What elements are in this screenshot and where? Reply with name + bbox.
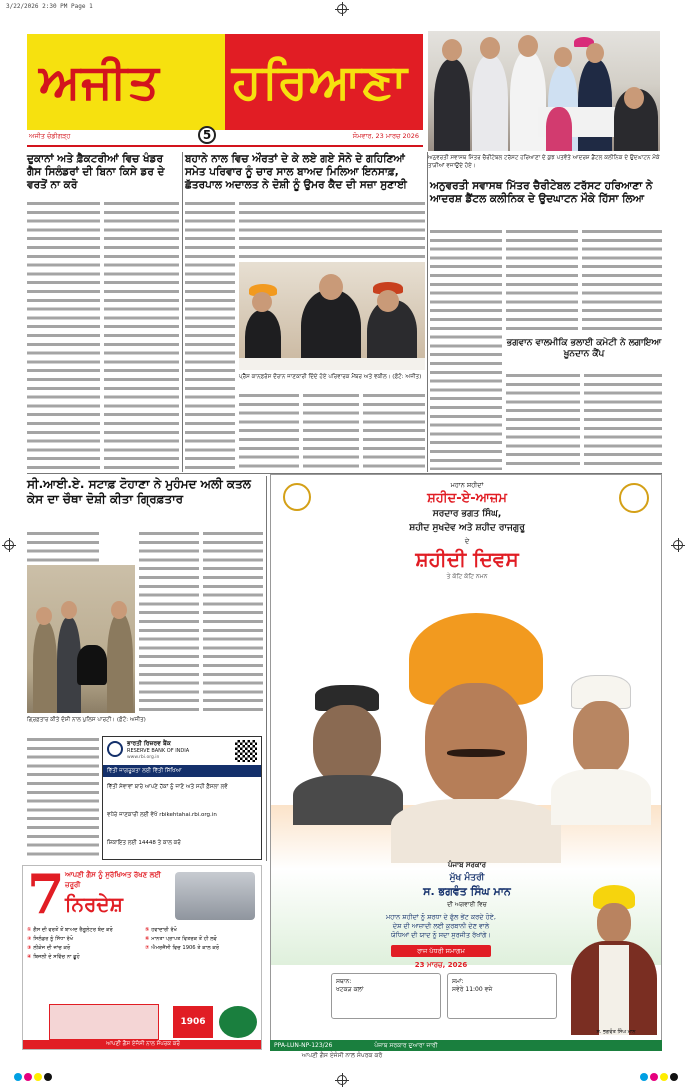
article-court-body-top [239, 200, 425, 258]
nirdesh-number: 7 [27, 865, 65, 926]
article-gas-body-col2 [104, 200, 179, 470]
ad-footer-text: ਪੰਜਾਬ ਸਰਕਾਰ ਦੁਆਰਾ ਜਾਰੀ [374, 1042, 438, 1049]
headline-blood-camp: ਭਗਵਾਨ ਵਾਲਮੀਕਿ ਭਲਾਈ ਕਮੇਟੀ ਨੇ ਲਗਾਇਆ ਖ਼ੂਨਦਾਨ ਕੈਂਪ [506, 338, 662, 360]
swatch-magenta-right [650, 1073, 658, 1081]
rbi-header-band: ਵਿੱਤੀ ਜਾਗਰੂਕਤਾ ਲਈ ਵਿੱਤੀ ਸਿੱਖਿਆ [103, 765, 262, 777]
shaheedi-diwas-advertisement [270, 474, 662, 1049]
ad-line-5: ਦੇ [464, 537, 470, 545]
ad-venue-box [331, 973, 441, 1019]
ad-govt-label: ਪੰਜਾਬ ਸਰਕਾਰ [447, 861, 486, 869]
ad-line-3: ਸਰਦਾਰ ਭਗਤ ਸਿੰਘ, [432, 509, 502, 519]
article-court-body-col1 [185, 200, 235, 470]
press-conference-caption: ਪ੍ਰੈੱਸ ਕਾਨਫ਼ਰੰਸ ਦੌਰਾਨ ਜਾਣਕਾਰੀ ਦਿੰਦੇ ਹੋਏ ਪਰਿਵਾਰਕ ਮੈਂਬਰ ਅਤੇ ਵਕੀਲ। (ਫ਼ੋਟੋ: ਅਜੀਤ) [239, 374, 422, 380]
nirdesh-subtitle: ਆਪਣੀ ਗੈਸ ਨੂੰ ਸੁਰੱਖਿਅਤ ਰੱਖਣ ਲਈ ਜ਼ਰੂਰੀ [65, 871, 161, 889]
ad-line-4: ਸ਼ਹੀਦ ਸੁਖਦੇਵ ਅਤੇ ਸ਼ਹੀਦ ਰਾਜਗੁਰੂ [409, 523, 525, 533]
nirdesh-item-3: ③ ਲੀਕੇਜ ਦੀ ਜਾਂਚ ਕਰੋ [27, 945, 71, 951]
nirdesh-item-4: ④ ਬਿਜਲੀ ਦੇ ਸਵਿੱਚ ਨਾ ਛੂਹੋ [27, 954, 80, 960]
article-cia-body-top [27, 530, 99, 562]
ad-event-badge: ਰਾਜ ਪੱਧਰੀ ਸਮਾਗਮ [391, 945, 491, 957]
registration-mark-right [673, 540, 683, 550]
masthead-rule [27, 145, 423, 147]
article-gas-body-col1 [27, 200, 100, 470]
nirdesh-item-2: ② ਸਿਲੰਡਰ ਨੂੰ ਸਿੱਧਾ ਰੱਖੋ [27, 936, 74, 942]
registration-mark-left [4, 540, 14, 550]
portrait-sukhdev [293, 635, 403, 825]
arrest-photo [27, 565, 135, 713]
swatch-cyan [14, 1073, 22, 1081]
color-swatches [0, 1073, 687, 1083]
column-rule-1 [182, 152, 183, 472]
article-bloodcamp-body-col2 [584, 372, 662, 470]
ad-cm-title: ਮੁੱਖ ਮੰਤਰੀ [449, 873, 485, 883]
article-clinic-body-col2 [506, 228, 578, 333]
ad-footer-bar [270, 1040, 662, 1051]
masthead [27, 34, 423, 130]
article-court-body-col3 [303, 392, 359, 470]
column-rule-3 [266, 476, 267, 861]
press-conference-photo [239, 262, 425, 370]
swatch-yellow-right [660, 1073, 668, 1081]
ad-message-3: ਯੋਧਿਆਂ ਦੀ ਯਾਦ ਨੂੰ ਸਦਾ ਸੁਰਜੀਤ ਰੱਖਾਂਗੇ। [391, 931, 491, 939]
gas-company-logo-icon [219, 1006, 257, 1038]
arrest-photo-caption: ਗ੍ਰਿਫ਼ਤਾਰ ਕੀਤੇ ਦੋਸ਼ੀ ਨਾਲ ਪੁਲਿਸ ਪਾਰਟੀ। (ਫ਼ੋਟੋ: ਅਜੀਤ) [27, 717, 146, 723]
qr-code-icon [235, 740, 257, 762]
ad-time-box [447, 973, 557, 1019]
ad-cm-name: ਸ. ਭਗਵੰਤ ਸਿੰਘ ਮਾਨ [423, 885, 511, 898]
helpline-badge: 1906 [173, 1006, 213, 1038]
ad-message-1: ਮਹਾਨ ਸ਼ਹੀਦਾਂ ਨੂੰ ਸ਼ਰਧਾ ਦੇ ਫੁੱਲ ਭੇਂਟ ਕਰਦੇ ਹੋਏ, [386, 913, 496, 921]
ad-event-date: 23 ਮਾਰਚ, 2026 [414, 961, 468, 969]
swatch-black-right [670, 1073, 678, 1081]
dateline [27, 132, 423, 144]
nirdesh-table [49, 1004, 159, 1040]
article-cia-body-col2 [139, 530, 199, 713]
registration-mark-top [337, 4, 347, 14]
column-rule-2 [427, 152, 428, 472]
article-cia-body-col4 [27, 736, 99, 856]
nirdesh-item-5: ⑤ ਹਵਾਦਾਰੀ ਰੱਖੋ [145, 927, 177, 933]
gas-safety-advertisement [22, 865, 262, 1050]
portrait-chief-minister [569, 875, 659, 1035]
swatch-magenta [24, 1073, 32, 1081]
rbi-emblem-icon [107, 741, 123, 757]
masthead-title-haryana: ਹਰਿਆਣਾ [232, 54, 408, 110]
swatch-yellow [34, 1073, 42, 1081]
pressure-cooker-image [175, 872, 255, 920]
swatch-black [44, 1073, 52, 1081]
rbi-bank-name: ਭਾਰਤੀ ਰਿਜ਼ਰਵ ਬੈਂਕ [127, 740, 171, 747]
article-court-body-col4 [363, 392, 425, 470]
cm-photo-caption: ਸ. ਭਗਵੰਤ ਸਿੰਘ ਮਾਨ [596, 1029, 636, 1035]
ad-footer-code: PPA-LUN-NP-123/26 [274, 1042, 333, 1049]
portrait-rajguru [551, 645, 651, 825]
ad-line-7: ਤੇ ਕੋਟਿ ਕੋਟਿ ਨਮਨ [446, 573, 488, 580]
article-cia-body-col3 [203, 530, 263, 713]
article-bloodcamp-body-col1 [506, 372, 580, 470]
rbi-line-1: ਵਿੱਤੀ ਸੇਵਾਵਾਂ ਬਾਰੇ ਆਪਣੇ ਹੱਕਾਂ ਨੂੰ ਜਾਣੋ ਅਤੇ ਸਹੀ ਫ਼ੈਸਲਾ ਲਵੋ [107, 784, 228, 790]
headline-gas-cylinders: ਦੁਕਾਨਾਂ ਅਤੇ ਫ਼ੈਕਟਰੀਆਂ ਵਿਚ ਖੰਡਰ ਗੈਸ ਸਿਲੰਡਰਾਂ ਦੀ ਬਿਨਾ ਕਿਸੇ ਡਰ ਦੇ ਵਰਤੋਂ ਨਾ ਕਰੋ [27, 153, 165, 192]
rbi-site: www.rbi.org.in [127, 755, 160, 760]
bottom-strip: ਆਪਣੀ ਗੈਸ ਏਜੰਸੀ ਨਾਲ ਸੰਪਰਕ ਕਰੋ [301, 1052, 383, 1059]
ad-line-2: ਸ਼ਹੀਦ-ਏ-ਆਜ਼ਮ [427, 491, 507, 506]
nirdesh-footer: ਆਪਣੀ ਗੈਸ ਏਜੰਸੀ ਨਾਲ ਸੰਪਰਕ ਕਰੋ [23, 1040, 262, 1049]
ad-line-1: ਮਹਾਨ ਸ਼ਹੀਦਾਂ [450, 481, 484, 489]
nirdesh-item-6: ⑥ ਮਾਨਤਾ ਪ੍ਰਾਪਤ ਵਿਤਰਕ ਤੋਂ ਹੀ ਲਵੋ [145, 936, 217, 942]
page-number-badge: 5 [198, 126, 216, 144]
headline-cia-arrest: ਸੀ.ਆਈ.ਏ. ਸਟਾਫ਼ ਟੋਹਾਣਾ ਨੇ ਮੁਹੰਮਦ ਅਲੀ ਕਤਲ ਕੇਸ ਦਾ ਚੌਥਾ ਦੋਸ਼ੀ ਕੀਤਾ ਗ੍ਰਿਫ਼ਤਾਰ [27, 477, 251, 506]
ad-title-shaheedi-diwas: ਸ਼ਹੀਦੀ ਦਿਵਸ [415, 547, 519, 571]
headline-court-verdict: ਬਹਾਨੇ ਨਾਲ ਵਿਚ ਔਰਤਾਂ ਦੇ ਕੇ ਲਏ ਗਏ ਸੋਨੇ ਦੇ ਗਹਿਣਿਆਂ ਸਮੇਤ ਪਰਿਵਾਰ ਨੂੰ ਚਾਰ ਸਾਲ ਬਾਅਦ ਮਿਲਿਆ ਇਨਸਾਫ਼, ਛੱਤਰਪਾਲ ਅਦਾਲਤ ਨੇ ਦੋਸ਼ੀ ਨੂੰ ਉਮਰ ਕੈਦ ਦੀ ਸਜ਼ਾ ਸੁਣਾਈ [185, 153, 407, 192]
rbi-bank-name-en: RESERVE BANK OF INDIA [127, 748, 190, 754]
swatch-cyan-right [640, 1073, 648, 1081]
rbi-advertisement [102, 736, 262, 860]
file-slug-text: 3/22/2026 2:30 PM Page 1 [6, 3, 93, 10]
time-label: ਸਮਾਂ: [452, 978, 464, 985]
issue-date: ਸੋਮਵਾਰ, 23 ਮਾਰਚ 2026 [352, 132, 419, 140]
masthead-title-ajit: ਅਜੀਤ [39, 54, 160, 110]
ad-message-2: ਦੇਸ਼ ਦੀ ਆਜ਼ਾਦੀ ਲਈ ਕੁਰਬਾਨੀ ਦੇਣ ਵਾਲੇ [392, 922, 490, 930]
portrait-bhagat-singh [391, 593, 561, 863]
ad-cm-sub: ਦੀ ਅਗਵਾਈ ਵਿਚ [447, 901, 487, 908]
article-clinic-body-col3 [582, 228, 662, 333]
nirdesh-title: ਨਿਰਦੇਸ਼ [65, 892, 123, 916]
nirdesh-item-7: ⑦ ਐਮਰਜੈਂਸੀ ਵਿਚ 1906 ਤੇ ਕਾਲ ਕਰੋ [145, 945, 220, 951]
venue-value: ਖਟਕੜ ਕਲਾਂ [336, 986, 364, 993]
venue-label: ਸਥਾਨ: [336, 978, 352, 985]
edition-label: ਅਜੀਤ ਚੰਡੀਗੜ੍ਹ [29, 132, 71, 140]
photo-caption: ਅਨੁਵਰਤੀ ਸਵਾਸਥ ਮਿੱਤਰ ਚੈਰੀਟੇਬਲ ਟਰੱਸਟ ਹਰਿਆਣਾ ਦੇ ਕੁਝ ਪਤਵੰਤੇ ਆਦਰਸ਼ ਡੈਂਟਲ ਕਲੀਨਿਕ ਦੇ ਉਦਘਾਟਨ ਮੌਕੇ ਤਾੜੀਆਂ ਵਜਾਉਂਦੇ ਹੋਏ। [428, 155, 660, 169]
time-value: ਸਵੇਰੇ 11:00 ਵਜੇ [452, 986, 493, 993]
clinic-inauguration-photo [428, 31, 660, 151]
headline-dental-clinic: ਅਨੁਵਰਤੀ ਸਵਾਸਥ ਮਿੱਤਰ ਚੈਰੀਟੇਬਲ ਟਰੱਸਟ ਹਰਿਆਣਾ ਨੇ ਆਦਰਸ਼ ਡੈਂਟਲ ਕਲੀਨਿਕ ਦੇ ਉਦਘਾਟਨ ਮੌਕੇ ਹਿੱਸਾ ਲਿਆ [430, 180, 653, 206]
nirdesh-item-1: ① ਗੈਸ ਦੀ ਵਰਤੋਂ ਤੋਂ ਬਾਅਦ ਰੈਗੂਲੇਟਰ ਬੰਦ ਕਰੋ [27, 927, 113, 933]
article-clinic-body-col1 [430, 228, 502, 470]
rbi-line-3: ਸ਼ਿਕਾਇਤ ਲਈ 14448 ਤੇ ਕਾਲ ਕਰੋ [107, 840, 181, 846]
article-court-body-col2 [239, 392, 299, 470]
rbi-line-2: ਵਧੇਰੇ ਜਾਣਕਾਰੀ ਲਈ ਵੇਖੋ rbikehtahai.rbi.org.in [107, 812, 217, 818]
